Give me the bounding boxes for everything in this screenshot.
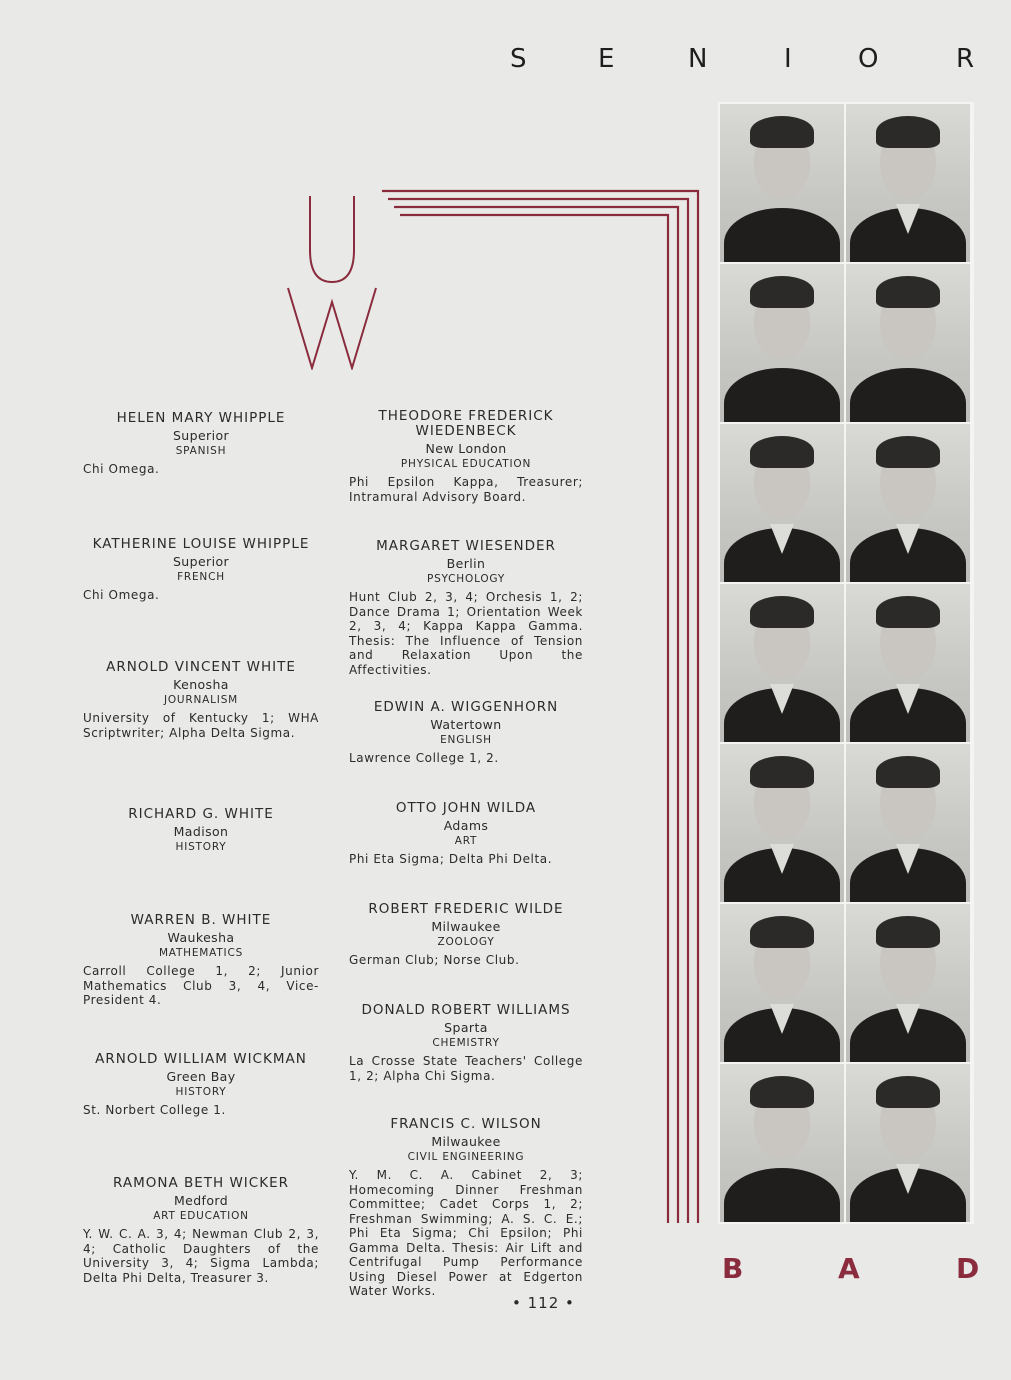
student-name: OTTO JOHN WILDA	[395, 800, 537, 816]
portrait-photo	[846, 424, 970, 582]
hometown: Medford	[173, 1193, 229, 1208]
department: HISTORY	[175, 1086, 227, 1098]
department: CHEMISTRY	[432, 1037, 500, 1049]
portrait-photo	[720, 264, 844, 422]
activities: University of Kentucky 1; WHA Scriptwriter; Alpha Delta Sigma.	[83, 711, 319, 740]
portrait-grid	[718, 102, 974, 1224]
hometown: Adams	[443, 818, 489, 833]
activities: Chi Omega.	[83, 462, 160, 476]
senior-entry	[349, 801, 583, 867]
department: MATHEMATICS	[158, 947, 244, 959]
activities: German Club; Norse Club.	[349, 953, 520, 967]
activities: Phi Eta Sigma; Delta Phi Delta.	[349, 852, 553, 866]
student-name: MARGARET WIESENDER	[376, 538, 556, 554]
department: ART	[454, 835, 478, 847]
activities: Carroll College 1, 2; Junior Mathematics Club 3, 4, Vice-President 4.	[83, 964, 319, 1007]
senior-entry	[349, 700, 583, 766]
portrait-photo	[846, 104, 970, 262]
activities: Phi Epsilon Kappa, Treasurer; Intramural Advisory Board.	[349, 475, 583, 504]
student-name: WARREN B. WHITE	[130, 912, 272, 928]
student-name: ARNOLD WILLIAM WICKMAN	[95, 1051, 307, 1067]
portrait-photo	[720, 1064, 844, 1222]
student-name: EDWIN A. WIGGENHORN	[373, 699, 559, 715]
hometown: New London	[425, 441, 507, 456]
hometown: Madison	[173, 824, 229, 839]
header-letter: N	[688, 44, 708, 74]
hometown: Kenosha	[173, 677, 229, 692]
activities: Chi Omega.	[83, 588, 160, 602]
student-name: ROBERT FREDERIC WILDE	[368, 901, 564, 917]
activities: Lawrence College 1, 2.	[349, 751, 499, 765]
header-letter: E	[598, 44, 615, 74]
portrait-photo	[846, 264, 970, 422]
department: ENGLISH	[440, 734, 492, 746]
hometown: Green Bay	[166, 1069, 236, 1084]
senior-entry	[83, 660, 319, 740]
portrait-photo	[846, 584, 970, 742]
senior-entry	[349, 539, 583, 677]
portrait-photo	[720, 424, 844, 582]
page-number: • 112 •	[512, 1294, 575, 1312]
department: PSYCHOLOGY	[426, 573, 506, 585]
footer-letter: D	[956, 1252, 980, 1285]
footer-letter: A	[838, 1252, 860, 1285]
header-letter: S	[510, 44, 527, 74]
department: FRENCH	[177, 571, 225, 583]
footer-letter: B	[722, 1252, 744, 1285]
portrait-photo	[720, 744, 844, 902]
department: ZOOLOGY	[437, 936, 495, 948]
student-name: RICHARD G. WHITE	[128, 806, 274, 822]
department: CIVIL ENGINEERING	[407, 1151, 525, 1163]
portrait-photo	[720, 904, 844, 1062]
activities: Y. M. C. A. Cabinet 2, 3; Homecoming Dinner Freshman Committee; Cadet Corps 1, 2; Freshman Swimming; A. S. C. E.; Phi Eta Sigma; Chi Epsilon; Phi Gamma Delta. Thesis: Air Lift and Centrifugal Pump Performance Using Diesel Power at Edgerton Water Works.	[349, 1168, 583, 1298]
uw-monogram	[282, 190, 382, 370]
portrait-photo	[720, 584, 844, 742]
hometown: Milwaukee	[431, 1134, 501, 1149]
hometown: Superior	[172, 428, 230, 443]
department: SPANISH	[175, 445, 227, 457]
senior-entry	[83, 1052, 319, 1118]
student-name: ARNOLD VINCENT WHITE	[106, 659, 296, 675]
student-name: RAMONA BETH WICKER	[113, 1175, 289, 1191]
portrait-photo	[720, 104, 844, 262]
senior-entry	[349, 409, 583, 504]
senior-entry	[83, 537, 319, 603]
student-name: FRANCIS C. WILSON	[390, 1116, 542, 1132]
header-letter: O	[858, 44, 879, 74]
hometown: Watertown	[430, 717, 502, 732]
senior-entry	[83, 807, 319, 854]
hometown: Superior	[172, 554, 230, 569]
activities: St. Norbert College 1.	[83, 1103, 226, 1117]
student-name: KATHERINE LOUISE WHIPPLE	[92, 536, 310, 552]
hometown: Milwaukee	[431, 919, 501, 934]
department: PHYSICAL EDUCATION	[400, 458, 532, 470]
hometown: Berlin	[446, 556, 486, 571]
senior-entry	[83, 1176, 319, 1285]
senior-entry	[349, 902, 583, 968]
senior-entry	[83, 913, 319, 1008]
student-name: THEODORE FREDERICK WIEDENBECK	[378, 408, 554, 439]
department: ART EDUCATION	[153, 1210, 249, 1222]
department: JOURNALISM	[163, 694, 239, 706]
department: HISTORY	[175, 841, 227, 853]
student-name: HELEN MARY WHIPPLE	[116, 410, 286, 426]
header-letter: R	[956, 44, 975, 74]
activities: Y. W. C. A. 3, 4; Newman Club 2, 3, 4; Catholic Daughters of the University 3, 4; Sigma Lambda; Delta Phi Delta, Treasurer 3.	[83, 1227, 319, 1285]
hometown: Waukesha	[167, 930, 235, 945]
header-letter: I	[784, 44, 792, 74]
senior-entry	[83, 411, 319, 477]
hometown: Sparta	[444, 1020, 488, 1035]
student-name: DONALD ROBERT WILLIAMS	[361, 1002, 571, 1018]
activities: Hunt Club 2, 3, 4; Orchesis 1, 2; Dance Drama 1; Orientation Week 2, 3, 4; Kappa Kappa Gamma. Thesis: The Influence of Tension and Relaxation Upon the Affectivities.	[349, 590, 583, 677]
portrait-photo	[846, 904, 970, 1062]
portrait-photo	[846, 1064, 970, 1222]
portrait-photo	[846, 744, 970, 902]
senior-entry	[349, 1003, 583, 1083]
activities: La Crosse State Teachers' College 1, 2; Alpha Chi Sigma.	[349, 1054, 583, 1083]
senior-entry	[349, 1117, 583, 1299]
